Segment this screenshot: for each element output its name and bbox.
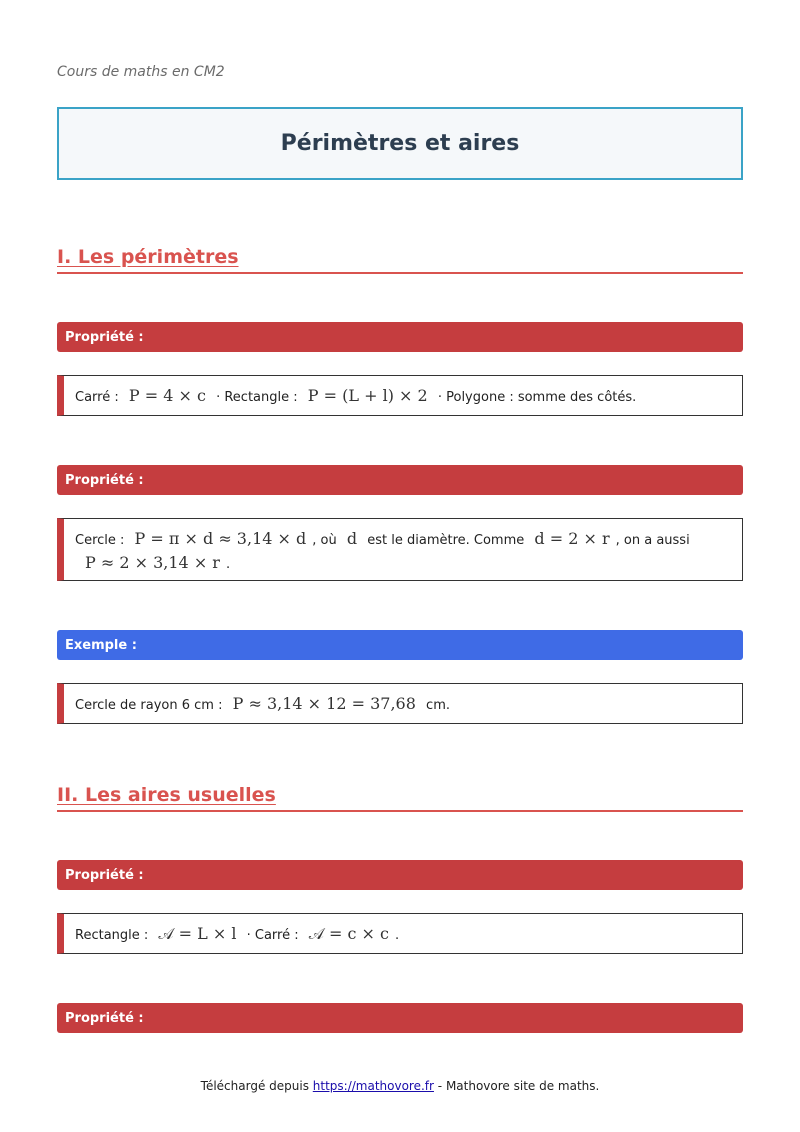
text-segment: Cercle de rayon 6 cm :: [75, 698, 223, 713]
example-bar: Exemple :: [57, 630, 743, 660]
separator: ·: [216, 390, 221, 405]
course-subtitle: Cours de maths en CM2: [57, 64, 225, 80]
text-segment: Polygone : somme des côtés.: [446, 390, 637, 405]
property-bar: Propriété :: [57, 322, 743, 352]
text-segment: Carré :: [254, 928, 299, 943]
section-heading-aires: [57, 784, 743, 812]
math-formula: 𝒜 = c × c: [308, 924, 389, 943]
math-formula: P ≈ 3,14 × 12 = 37,68: [232, 694, 416, 713]
separator: ·: [437, 390, 442, 405]
footer-prefix: Téléchargé depuis: [200, 1079, 309, 1093]
example-content: [57, 683, 743, 724]
text-segment: Rectangle :: [224, 390, 298, 405]
property-bar: Propriété :: [57, 1003, 743, 1033]
separator: ·: [246, 928, 251, 943]
math-formula: d: [346, 529, 358, 548]
text-segment: Cercle :: [75, 533, 125, 548]
math-formula: P = 4 × c: [128, 386, 206, 405]
math-formula: P = π × d ≈ 3,14 × d: [134, 529, 307, 548]
text-segment: Rectangle :: [75, 928, 149, 943]
text-segment: est le diamètre. Comme: [367, 533, 525, 548]
property-content-circle: [57, 518, 743, 581]
text-segment: .: [394, 928, 400, 943]
math-formula: d = 2 × r: [534, 529, 610, 548]
property-bar: Propriété :: [57, 465, 743, 495]
text-segment: cm.: [426, 698, 450, 713]
section-title: I. Les périmètres: [57, 246, 239, 268]
text-segment: .: [225, 557, 231, 572]
page-title: Périmètres et aires: [280, 131, 520, 156]
property-content-areas: [57, 913, 743, 954]
footer-suffix: - Mathovore site de maths.: [437, 1079, 600, 1093]
footer: [0, 1079, 800, 1093]
math-formula: 𝒜 = L × l: [158, 924, 237, 943]
math-formula: P ≈ 2 × 3,14 × r: [85, 553, 220, 572]
footer-link[interactable]: https://mathovore.fr: [312, 1079, 434, 1093]
text-segment: , où: [312, 533, 337, 548]
text-segment: , on a aussi: [615, 533, 690, 548]
text-segment: Carré :: [75, 390, 119, 405]
title-box: [57, 107, 743, 180]
math-formula: P = (L + l) × 2: [307, 386, 428, 405]
section-heading-perimetres: [57, 246, 743, 274]
property-content-perimeters: [57, 375, 743, 416]
property-bar: Propriété :: [57, 860, 743, 890]
section-title: II. Les aires usuelles: [57, 784, 276, 806]
